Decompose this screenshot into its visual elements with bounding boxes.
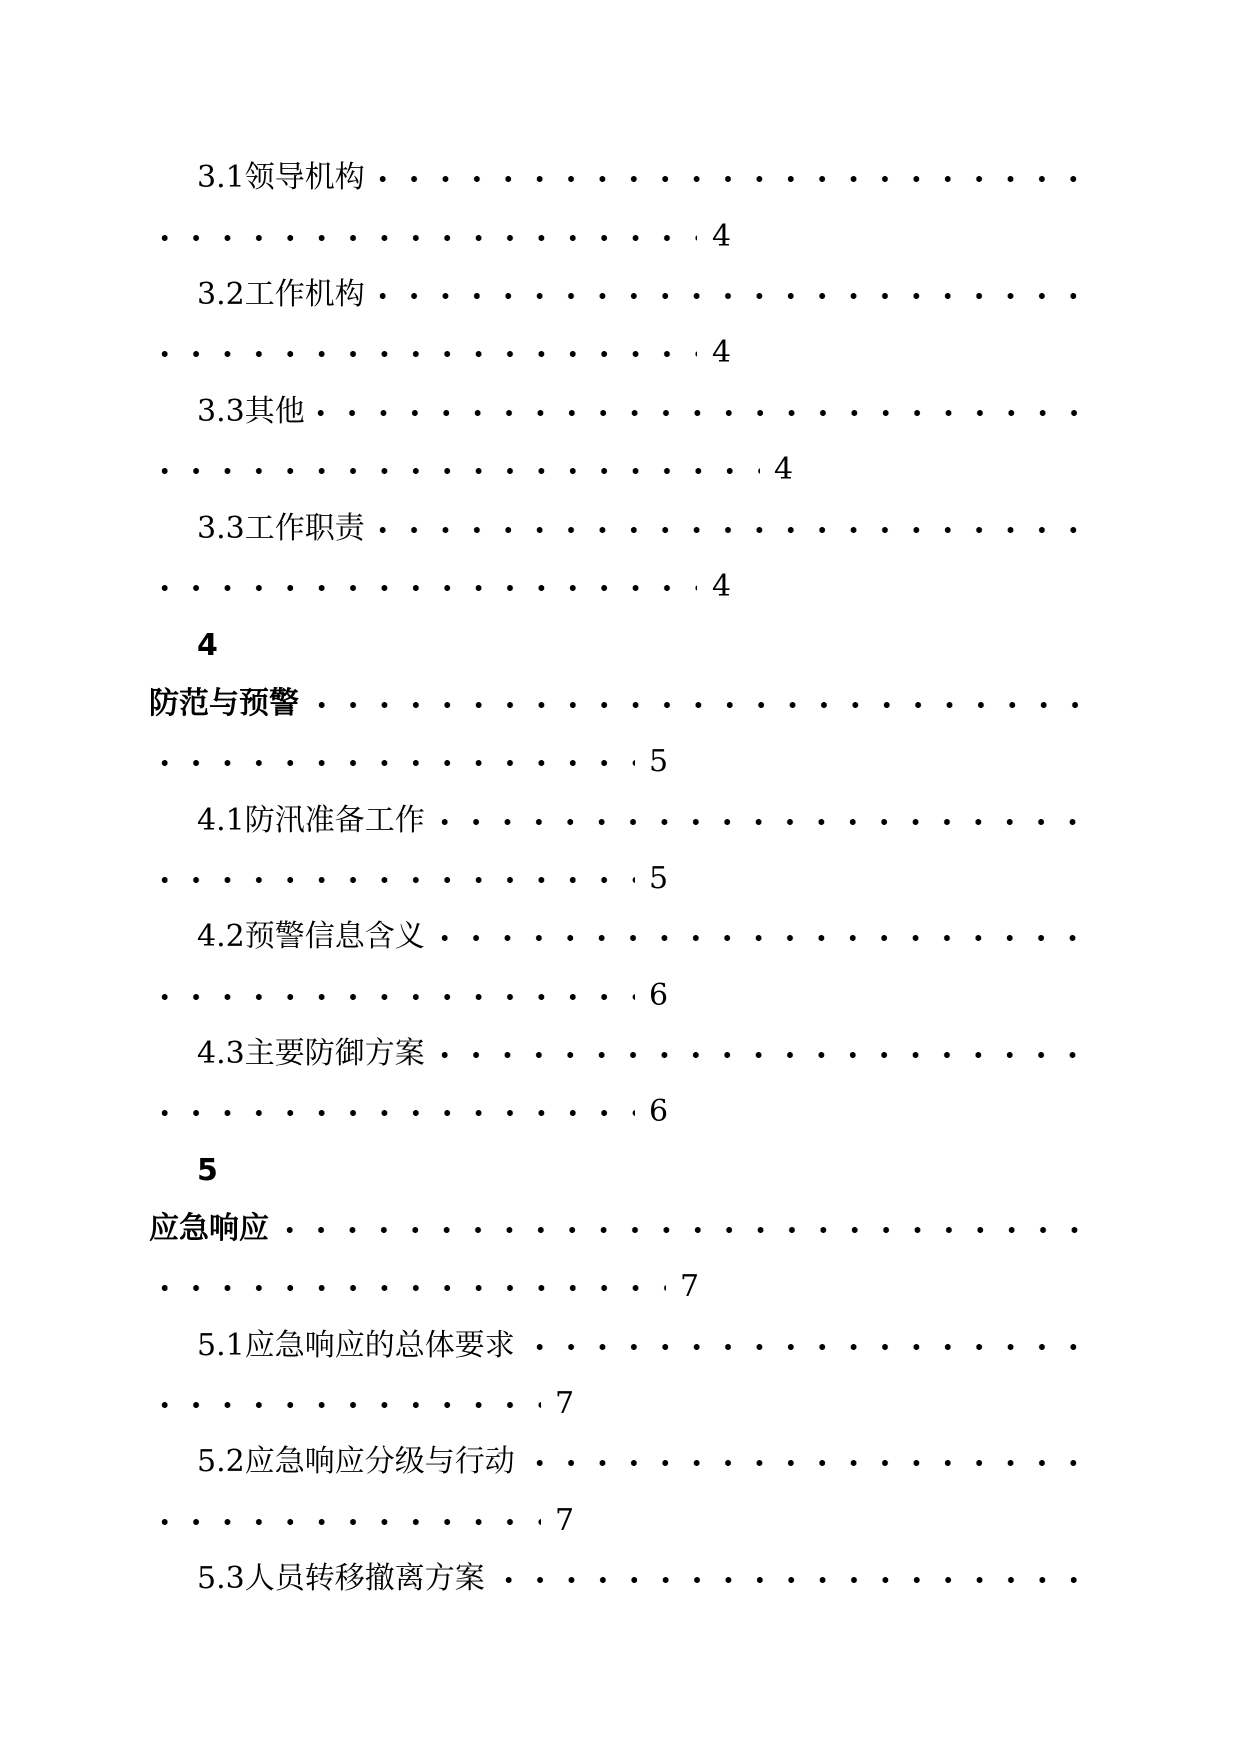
toc-entry-title: 5.1应急响应的总体要求	[197, 1328, 515, 1363]
toc-entry-3-1[interactable]	[0, 149, 1241, 207]
toc-entry-4-2[interactable]	[0, 908, 1241, 966]
toc-chapter-5-number	[0, 1142, 1241, 1200]
toc-entry-4-2-cont[interactable]	[0, 967, 1241, 1025]
toc-leader-dots	[367, 293, 1087, 299]
toc-leader-dots	[149, 760, 635, 766]
toc-entry-title: 4.3主要防御方案	[197, 1036, 425, 1071]
toc-entry-4-1-cont[interactable]	[0, 850, 1241, 908]
toc-entry-5-1-cont[interactable]	[0, 1375, 1241, 1433]
toc-entry-page: 6	[649, 978, 669, 1013]
chapter-number: 4	[197, 628, 218, 663]
toc-leader-dots	[524, 1460, 1087, 1466]
toc-entry-5-1[interactable]	[0, 1317, 1241, 1375]
toc-entry-3-2[interactable]	[0, 266, 1241, 324]
toc-entry-title: 3.3其他	[197, 394, 305, 429]
chapter-title: 防范与预警	[149, 686, 299, 721]
toc-chapter-4-number	[0, 617, 1241, 675]
toc-leader-dots	[429, 819, 1087, 825]
toc-entry-page: 7	[680, 1269, 700, 1304]
toc-chapter-5-cont[interactable]	[0, 1258, 1241, 1316]
toc-entry-page: 6	[649, 1094, 669, 1129]
toc-leader-dots	[367, 176, 1087, 182]
toc-entry-page: 5	[649, 861, 669, 896]
toc-leader-dots	[149, 468, 760, 474]
toc-leader-dots	[429, 935, 1087, 941]
chapter-number: 5	[197, 1153, 218, 1188]
toc-entry-title: 5.2应急响应分级与行动	[197, 1444, 515, 1479]
toc-entry-title: 4.2预警信息含义	[197, 919, 425, 954]
toc-entry-3-3-duties[interactable]	[0, 500, 1241, 558]
toc-leader-dots	[149, 994, 635, 1000]
toc-leader-dots	[149, 1519, 541, 1525]
toc-entry-3-3-other[interactable]	[0, 383, 1241, 441]
toc-entry-5-3[interactable]	[0, 1550, 1241, 1608]
toc-entry-5-2[interactable]	[0, 1433, 1241, 1491]
toc-entry-page: 5	[649, 744, 669, 779]
toc-chapter-5[interactable]	[0, 1200, 1241, 1258]
toc-leader-dots	[149, 1402, 541, 1408]
toc-leader-dots	[305, 410, 1087, 416]
toc-entry-3-3-other-cont[interactable]	[0, 441, 1241, 499]
toc-entry-5-2-cont[interactable]	[0, 1492, 1241, 1550]
toc-entry-title: 3.2工作机构	[197, 277, 365, 312]
toc-entry-page: 4	[712, 219, 732, 254]
toc-entry-4-1[interactable]	[0, 792, 1241, 850]
toc-chapter-4[interactable]	[0, 675, 1241, 733]
toc-entry-title: 3.1领导机构	[197, 160, 365, 195]
toc-leader-dots	[149, 1285, 666, 1291]
chapter-title: 应急响应	[149, 1211, 269, 1246]
toc-entry-title: 3.3工作职责	[197, 511, 365, 546]
toc-leader-dots	[367, 527, 1087, 533]
toc-leader-dots	[429, 1052, 1087, 1058]
toc-leader-dots	[149, 877, 635, 883]
toc-entry-3-2-cont[interactable]	[0, 324, 1241, 382]
toc-entry-page: 4	[712, 335, 732, 370]
toc-leader-dots	[524, 1344, 1087, 1350]
toc-entry-4-3-cont[interactable]	[0, 1083, 1241, 1141]
toc-entry-3-1-cont[interactable]	[0, 208, 1241, 266]
toc-leader-dots	[274, 1227, 1087, 1233]
toc-entry-title: 5.3人员转移撤离方案	[197, 1561, 485, 1596]
toc-chapter-4-cont[interactable]	[0, 733, 1241, 791]
toc-entry-4-3[interactable]	[0, 1025, 1241, 1083]
toc-entry-page: 7	[555, 1503, 575, 1538]
toc-entry-3-3-duties-cont[interactable]	[0, 558, 1241, 616]
toc-leader-dots	[149, 235, 697, 241]
toc-entry-page: 7	[555, 1386, 575, 1421]
toc-leader-dots	[149, 1110, 635, 1116]
toc-leader-dots	[306, 702, 1087, 708]
toc-leader-dots	[149, 585, 697, 591]
toc-entry-page: 4	[712, 569, 732, 604]
toc-entry-page: 4	[774, 452, 794, 487]
toc-entry-title: 4.1防汛准备工作	[197, 803, 425, 838]
toc-leader-dots	[493, 1577, 1087, 1583]
toc-leader-dots	[149, 351, 697, 357]
